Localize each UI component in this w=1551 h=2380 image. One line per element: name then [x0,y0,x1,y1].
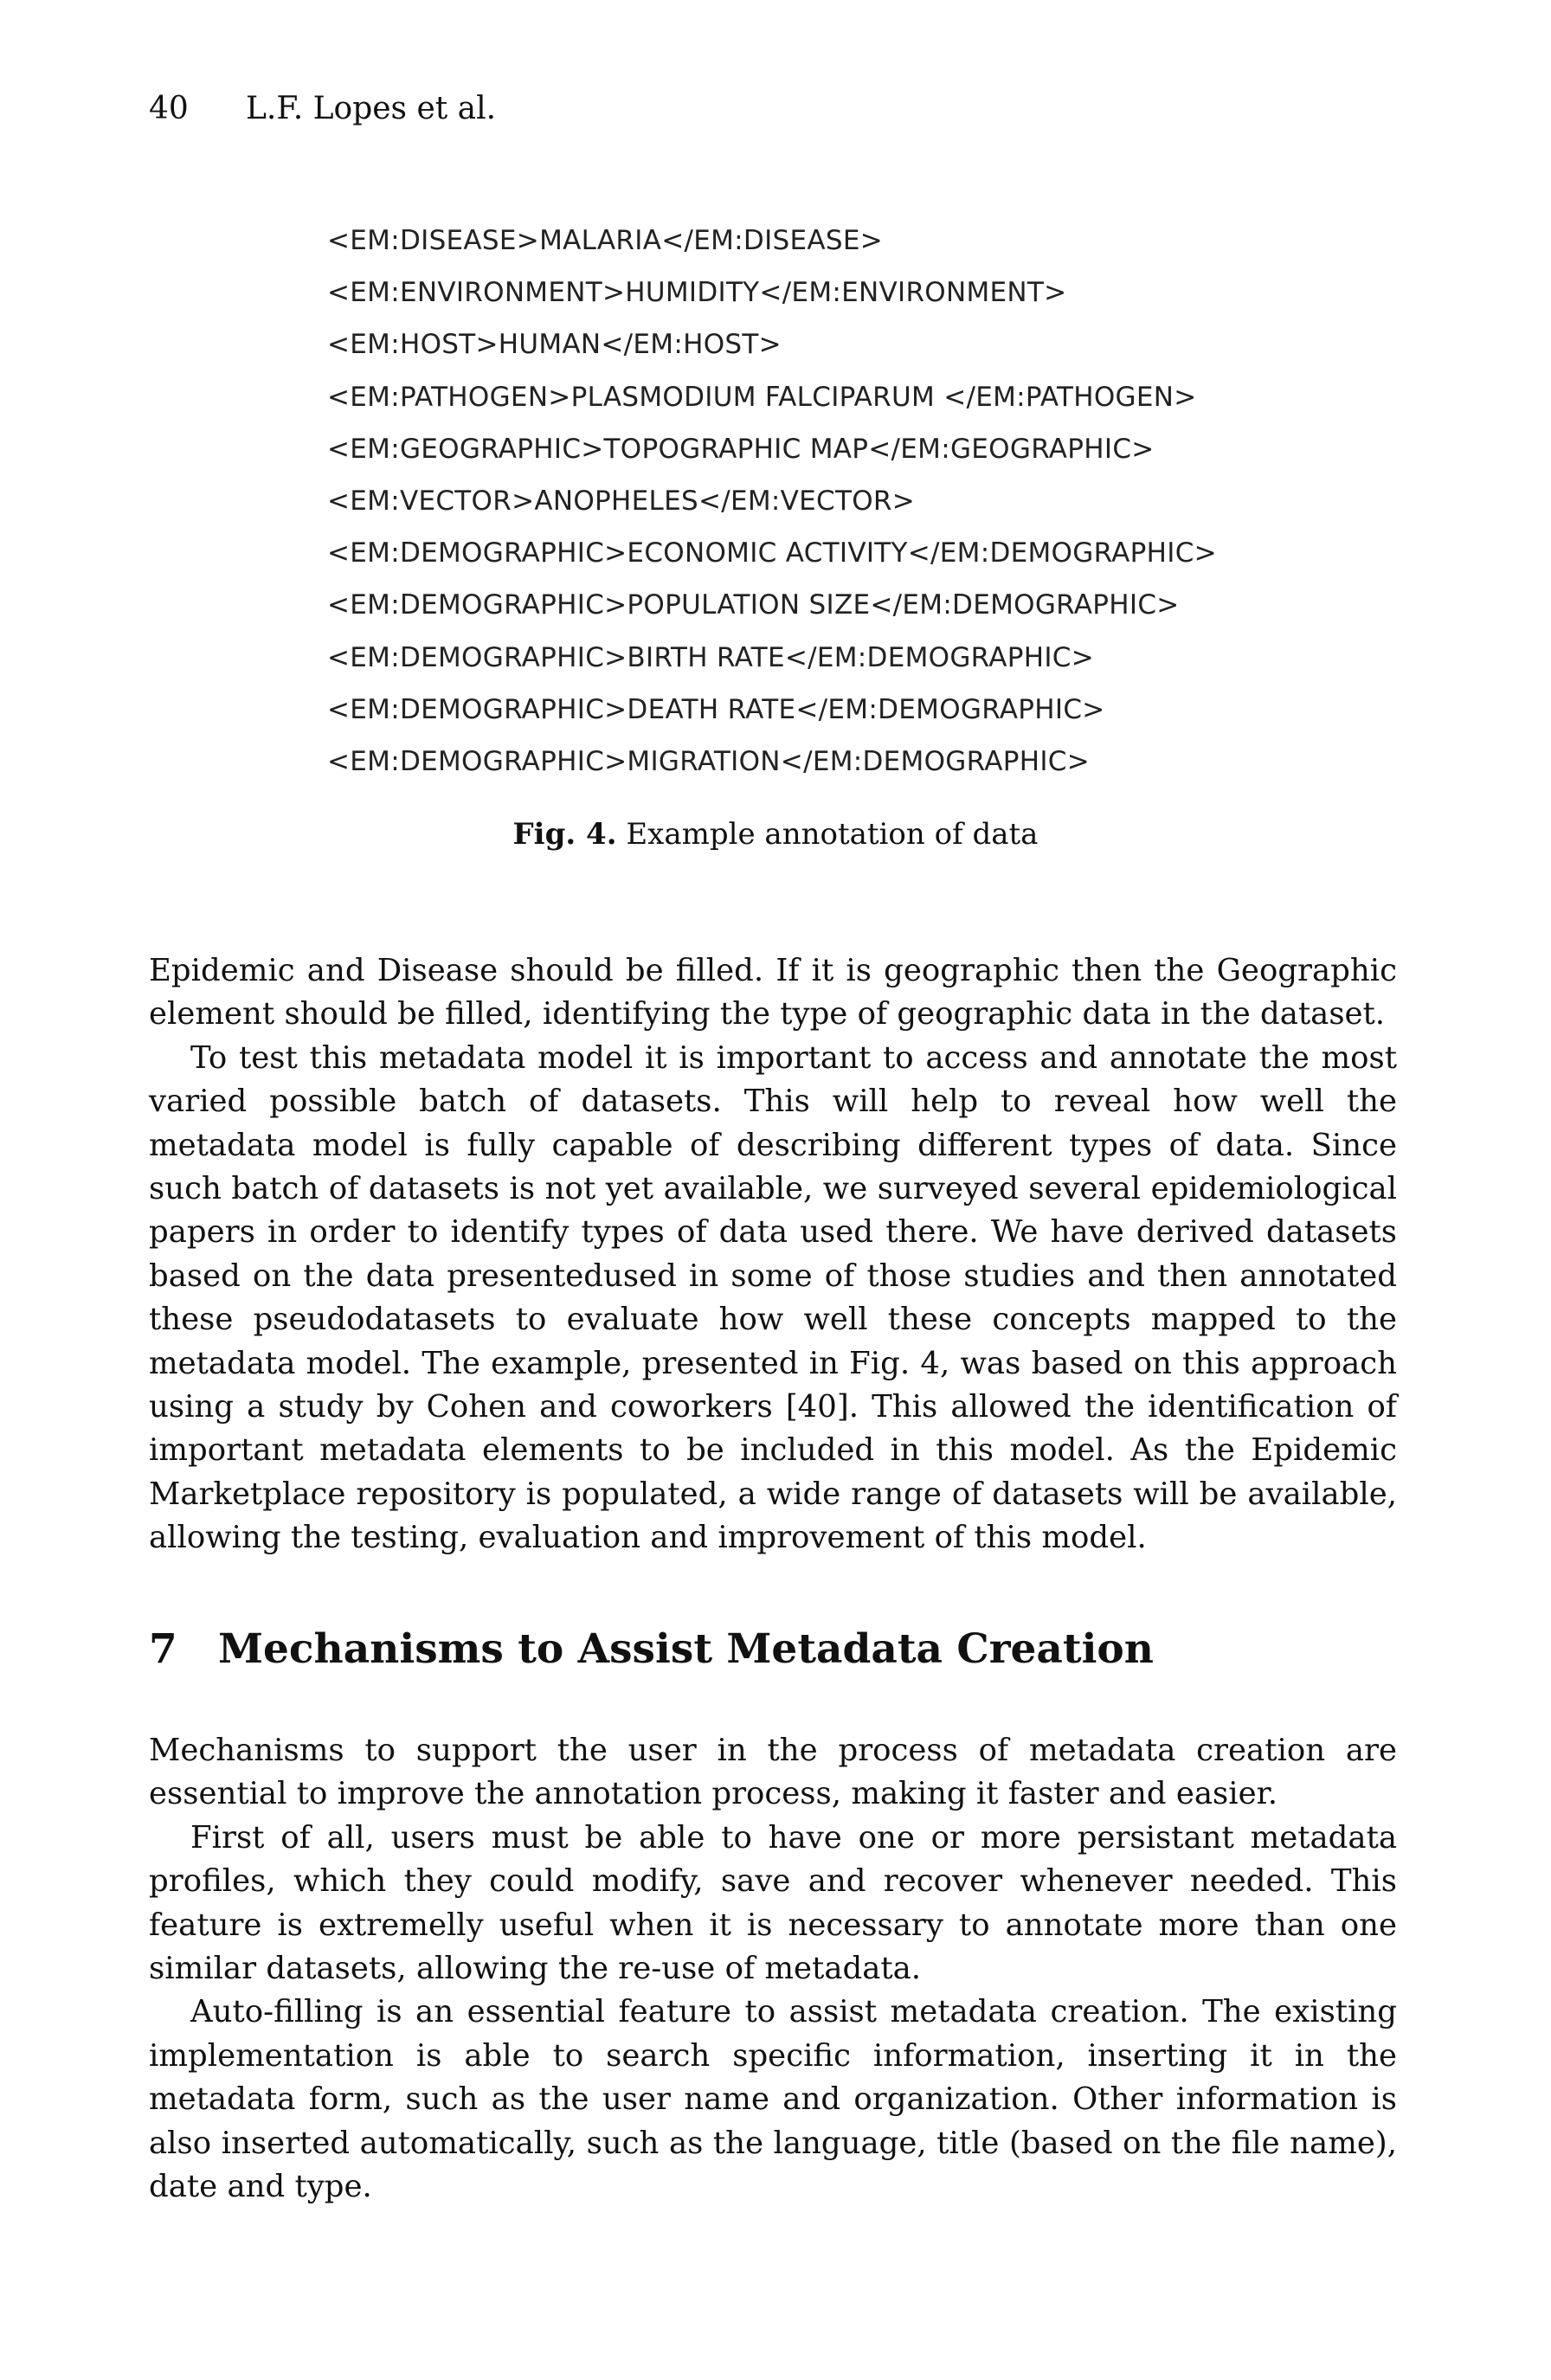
running-head: L.F. Lopes et al. [246,91,497,126]
body-text-upper [149,949,1397,1560]
figure-annotation-example [327,225,1279,798]
page-number: 40 [149,91,189,126]
paragraph: Mechanisms to support the user in the process of metadata creation are essential to improve the annotation process, making it faster and easier. [149,1733,1397,1812]
annotation-line: <EM:DEMOGRAPHIC>POPULATION SIZE</EM:DEMOGRAPHIC> [327,589,1180,621]
running-header [149,93,496,125]
section-title: Mechanisms to Assist Metadata Creation [218,1625,1154,1673]
annotation-line: <EM:PATHOGEN>PLASMODIUM FALCIPARUM </EM:PATHOGEN> [327,381,1197,413]
paragraph: To test this metadata model it is important to access and annotate the most varied possible batch of datasets. This will help to reveal how well the metadata model is fully capable of describing different types of data. Since such batch of datasets is not yet available, we surveyed several epidemiological papers in order to identify types of data used there. We have derived datasets based on the data presentedused in some of those studies and then annotated these pseudodatasets to evaluate how well these concepts mapped to the metadata model. The example, presented in Fig. 4, was based on this approach using a study by Cohen and coworkers [40]. This allowed the identification of important metadata elements to be included in this model. As the Epidemic Marketplace repository is populated, a wide range of datasets will be available, allowing the testing, evaluation and improvement of this model. [149,1039,1397,1556]
figure-caption [0,817,1551,852]
body-text-lower [149,1729,1397,2209]
annotation-line: <EM:DEMOGRAPHIC>BIRTH RATE</EM:DEMOGRAPHIC> [327,641,1095,673]
paragraph: First of all, users must be able to have one or more persistant metadata profiles, which they could modify, save and recover whenever needed. This feature is extremelly useful when it is necessary to annotate more than one similar datasets, allowing the re-use of metadata. [149,1819,1397,1987]
annotation-line: <EM:ENVIRONMENT>HUMIDITY</EM:ENVIRONMENT> [327,277,1067,309]
annotation-line: <EM:DEMOGRAPHIC>MIGRATION</EM:DEMOGRAPHIC> [327,745,1090,777]
annotation-line: <EM:HOST>HUMAN</EM:HOST> [327,329,782,361]
annotation-line: <EM:DEMOGRAPHIC>DEATH RATE</EM:DEMOGRAPHIC> [327,693,1105,725]
figure-caption-text: Example annotation of data [616,817,1039,852]
annotation-line: <EM:GEOGRAPHIC>TOPOGRAPHIC MAP</EM:GEOGRAPHIC> [327,433,1155,465]
paragraph: Epidemic and Disease should be filled. If it is geographic then the Geographic element should be filled, identifying the type of geographic data in the dataset. [149,953,1397,1032]
figure-caption-label: Fig. 4. [512,817,617,852]
annotation-line: <EM:DISEASE>MALARIA</EM:DISEASE> [327,225,884,256]
section-number: 7 [149,1625,177,1673]
annotation-line: <EM:DEMOGRAPHIC>ECONOMIC ACTIVITY</EM:DEMOGRAPHIC> [327,537,1217,569]
section-heading [149,1627,1154,1672]
paragraph: Auto-filling is an essential feature to assist metadata creation. The existing implementation is able to search specific information, inserting it in the metadata form, such as the user name and organization. Other information is also inserted automatically, such as the language, title (based on the file name), date and type. [149,1994,1397,2205]
annotation-line: <EM:VECTOR>ANOPHELES</EM:VECTOR> [327,485,916,517]
